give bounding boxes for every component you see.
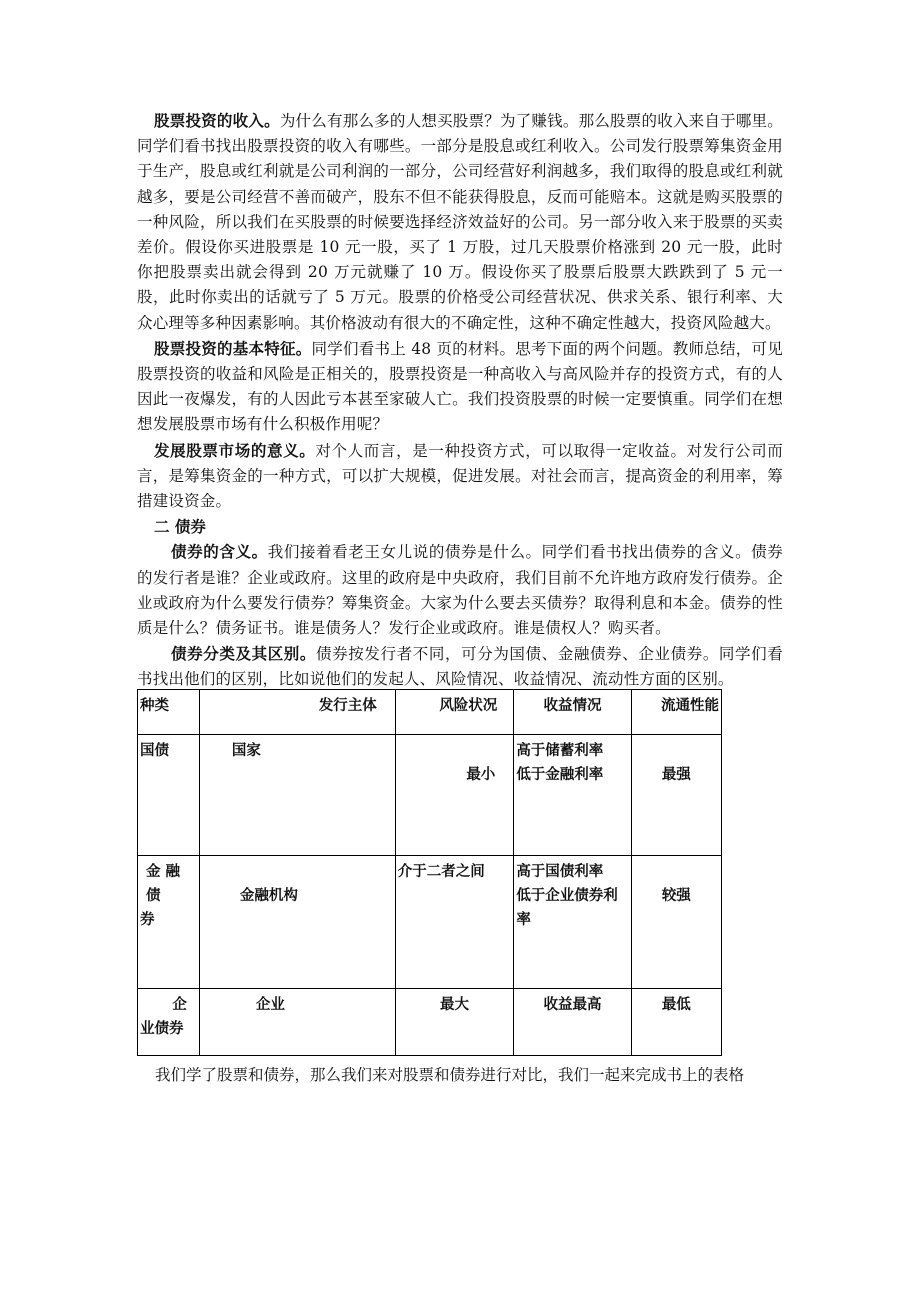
cell-return-line: 低于金融利率 [516,767,604,783]
heading-bond-types: 债券分类及其区别。 [171,644,317,664]
table-row [138,989,722,1056]
cell-risk: 介于二者之间 [395,856,514,989]
cell-issuer: 金融机构 [199,856,395,989]
cell-type: 国债 [138,735,200,856]
paragraph-stock-features [137,336,783,438]
cell-type-line: 业债券 [140,1021,184,1037]
section-heading-bonds: 二 债券 [154,517,206,537]
header-return: 收益情况 [514,690,631,735]
cell-type-line: 金 融 债 [146,864,181,904]
cell-issuer: 国家 [199,735,395,856]
cell-liquidity: 最低 [631,989,721,1056]
cell-risk: 最小 [395,735,514,856]
text-stock-features: 同学们看书上 48 页的材料。思考下面的两个问题。教师总结，可见股票投资的收益和风险是正相关的，股票投资是一种高收入与高风险并存的投资方式，有的人因此一夜爆发，有的人因此亏本甚至家破人亡。我们投资股票的时候一定要慎重。同学们在想想发展股票市场有什么积极作用呢？ [137,339,783,434]
cell-return-line: 高于储蓄利率 [516,743,604,759]
cell-liquidity: 最强 [631,735,721,856]
bond-comparison-table [137,689,722,1056]
table-header-row [138,690,722,735]
paragraph-bond-meaning [137,539,783,641]
text-bond-types: 债券按发行者不同，可分为国债、金融债券、企业债券。同学们看书找出他们的区别，比如说他们的发起人、风险情况、收益情况、流动性方面的区别。 [137,645,783,689]
text-stock-income: 为什么有那么多的人想买股票？为了赚钱。那么股票的收入来自于哪里。同学们看书找出股票投资的收入有哪些。一部分是股息或红利收入。公司发行股票筹集资金用于生产，股息或红利就是公司利润的一部分，公司经营好利润越多，我们取得的股息或红利就越多，要是公司经营不善而破产，股东不但不能获得股息，反而可能赔本。这就是购买股票的一种风险，所以我们在买股票的时候要选择经济效益好的公司。另一部分收入来于股票的买卖差价。假设你买进股票是 10 元一股，买了 1 万股，过几天股票价格涨到 20 元一股，此时你把股票卖出就会得到 20 万元就赚了 10 万。假设你买了股票后股票大跌跌到了 5 元一股，此时你卖出的话就亏了 5 万元。股票的价格受公司经营状况、供求关系、银行利率、大众心理等多种因素影响。其价格波动有很大的不确定性，这种不确定性越大，投资风险越大。 [137,112,783,332]
cell-return-line: 高于国债利率 [516,864,604,880]
heading-bond-meaning: 债券的含义。 [171,542,268,562]
cell-type-line: 企 [172,997,187,1013]
cell-return [514,856,631,989]
header-risk: 风险状况 [395,690,514,735]
heading-stock-features: 股票投资的基本特征。 [154,338,312,358]
cell-return-line: 低于企业债券利率 [516,888,618,928]
cell-issuer: 企业 [199,989,395,1056]
closing-paragraph: 我们学了股票和债券，那么我们来对股票和债券进行对比，我们一起来完成书上的表格 [155,1066,745,1084]
header-liquidity: 流通性能 [631,690,721,735]
text-bond-meaning: 我们接着看老王女儿说的债券是什么。同学们看书找出债券的含义。债券的发行者是谁？企业或政府。这里的政府是中央政府，我们目前不允许地方政府发行债券。企业或政府为什么要发行债券？筹集资金。大家为什么要去买债券？取得利息和本金。债券的性质是什么？债务证书。谁是债务人？发行企业或政府。谁是债权人？购买者。 [137,543,784,638]
table-row [138,735,722,856]
header-issuer: 发行主体 [199,690,395,735]
table-row [138,856,722,989]
paragraph-stock-income [137,108,783,336]
paragraph-market-significance [137,438,783,515]
cell-risk: 最大 [395,989,514,1056]
heading-stock-income: 股票投资的收入。 [154,111,280,130]
header-type: 种类 [138,690,200,735]
cell-return [514,735,631,856]
cell-type [138,856,200,989]
cell-return: 收益最高 [514,989,631,1056]
document-body [137,108,783,693]
cell-type [138,989,200,1056]
text-market-significance: 对个人而言，是一种投资方式，可以取得一定收益。对发行公司而言，是筹集资金的一种方式，可以扩大规模，促进发展。对社会而言，提高资金的利用率，筹措建设资金。 [137,441,783,511]
cell-liquidity: 较强 [631,856,721,989]
paragraph-bond-types [137,641,783,692]
heading-market-significance: 发展股票市场的意义。 [154,440,316,460]
cell-type-line: 券 [140,912,155,928]
